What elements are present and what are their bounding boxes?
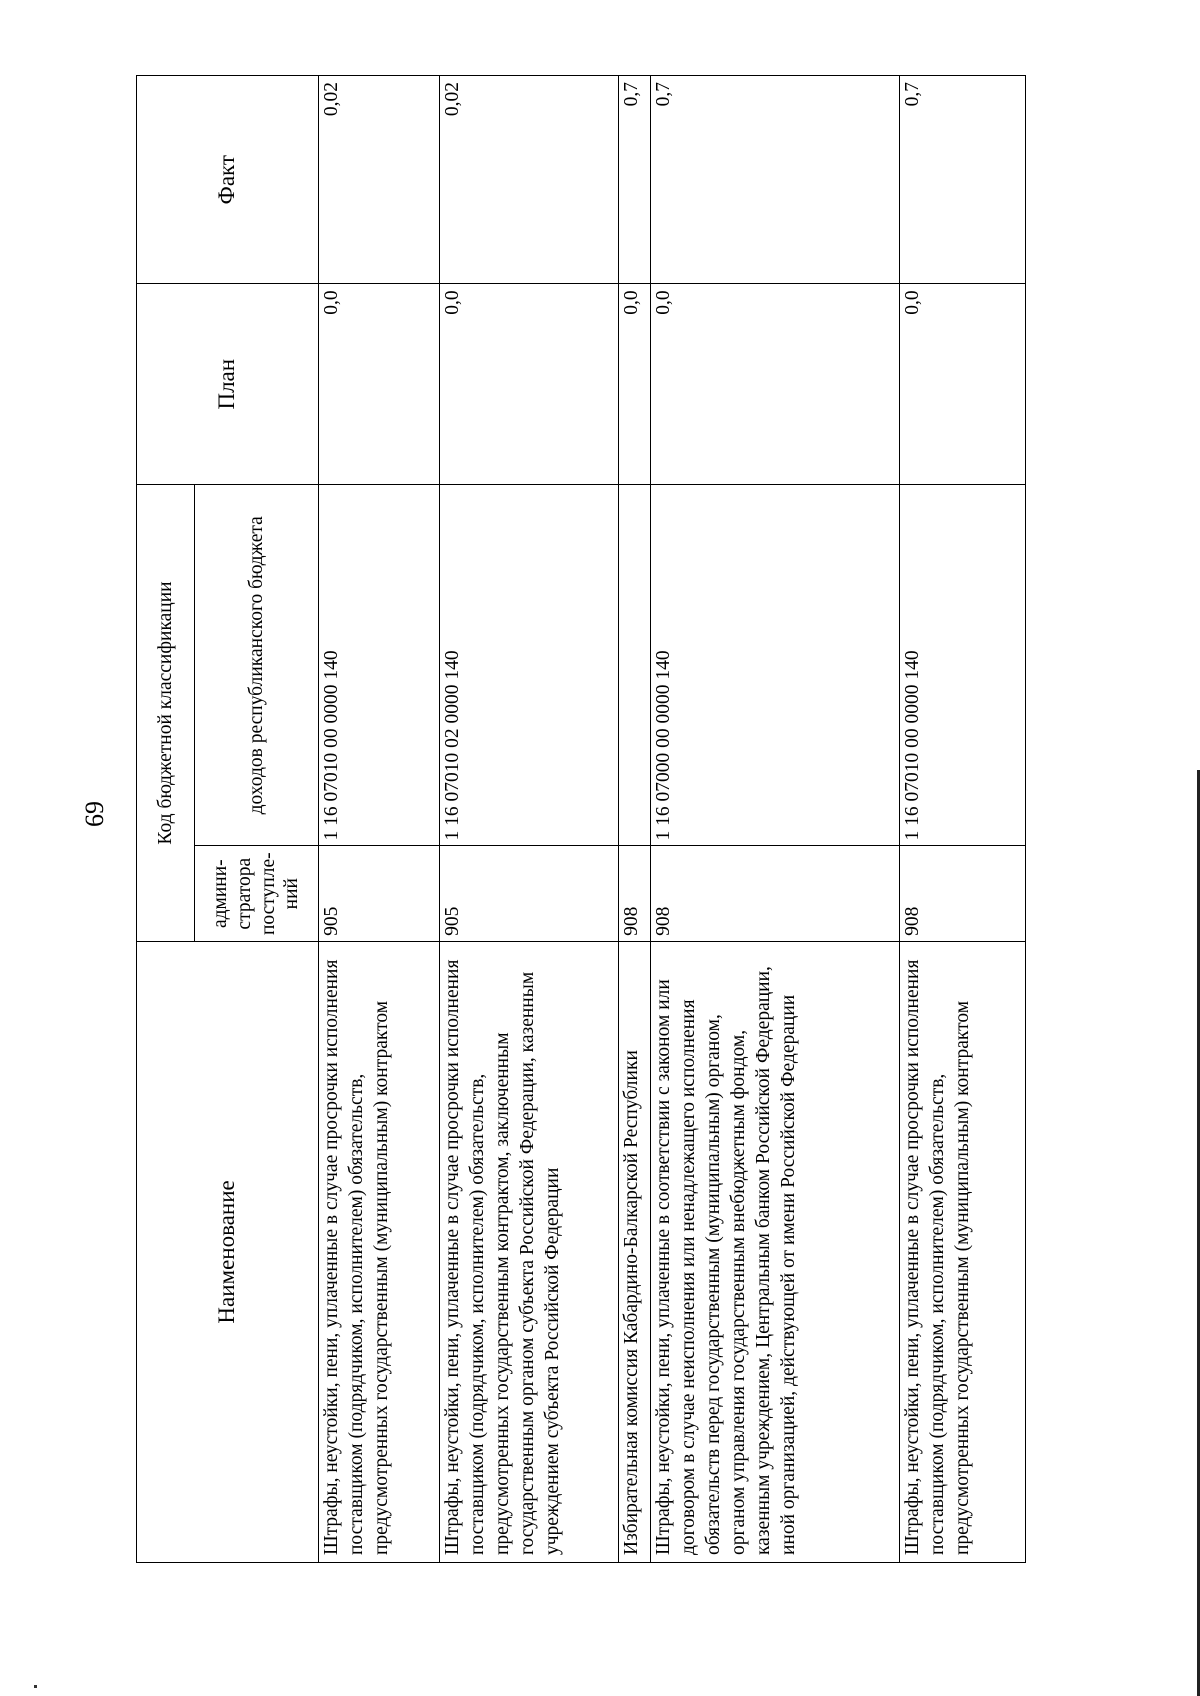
table-row xyxy=(618,76,650,1563)
header-code-group: Код бюджетной классификации xyxy=(137,485,195,942)
row-name: Штрафы, неустойки, пени, уплаченные в случае просрочки исполнения поставщиком (подрядчиком, исполнителем) обязательств, предусмотренных государственным (муниципальным) контрактом xyxy=(900,941,1026,1562)
budget-table xyxy=(136,75,1026,1563)
rotated-table-container xyxy=(136,75,1026,1563)
row-code: 1 16 07010 00 0000 140 xyxy=(900,485,1026,846)
row-fact: 0,02 xyxy=(319,76,440,284)
row-admin: 905 xyxy=(319,846,440,941)
header-admin: админи- стратора поступле- ний xyxy=(195,846,319,941)
header-name: Наименование xyxy=(137,941,319,1562)
row-code xyxy=(618,485,650,846)
row-name: Штрафы, неустойки, пени, уплаченные в случае просрочки исполнения поставщиком (подрядчиком, исполнителем) обязательств, предусмотренных государственным (муниципальным) контрактом xyxy=(319,941,440,1562)
row-admin: 905 xyxy=(440,846,618,941)
table-row xyxy=(900,76,1026,1563)
header-plan: План xyxy=(137,284,319,485)
table-row xyxy=(440,76,618,1563)
header-fact: Факт xyxy=(137,76,319,284)
row-fact: 0,7 xyxy=(900,76,1026,284)
row-plan: 0,0 xyxy=(319,284,440,485)
row-admin: 908 xyxy=(618,846,650,941)
scan-dot xyxy=(34,1685,37,1688)
row-admin: 908 xyxy=(900,846,1026,941)
row-plan: 0,0 xyxy=(440,284,618,485)
row-code: 1 16 07010 00 0000 140 xyxy=(319,485,440,846)
row-name: Избирательная комиссия Кабардино-Балкарской Республики xyxy=(618,941,650,1562)
table-row xyxy=(650,76,899,1563)
row-plan: 0,0 xyxy=(900,284,1026,485)
table-row xyxy=(319,76,440,1563)
row-plan: 0,0 xyxy=(618,284,650,485)
row-code: 1 16 07010 02 0000 140 xyxy=(440,485,618,846)
header-income: доходов республиканского бюджета xyxy=(195,485,319,846)
row-admin: 908 xyxy=(650,846,899,941)
row-fact: 0,02 xyxy=(440,76,618,284)
row-name: Штрафы, неустойки, пени, уплаченные в случае просрочки исполнения поставщиком (подрядчиком, исполнителем) обязательств, предусмотренных государственным контрактом, заключенным государственным органом субъекта Российской Федерации, казенным учреждением субъекта Российской Федерации xyxy=(440,941,618,1562)
page-number: 69 xyxy=(80,801,109,827)
row-fact: 0,7 xyxy=(650,76,899,284)
row-code: 1 16 07000 00 0000 140 xyxy=(650,485,899,846)
row-fact: 0,7 xyxy=(618,76,650,284)
row-name: Штрафы, неустойки, пени, уплаченные в соответствии с законом или договором в случае неисполнения или ненадлежащего исполнения обязательств перед государственным (муниципальным) органом, органом управления государственным внебюджетным фондом, казенным учреждением, Центральным банком Российской Федерации, иной организацией, действующей от имени Российской Федерации xyxy=(650,941,899,1562)
row-plan: 0,0 xyxy=(650,284,899,485)
